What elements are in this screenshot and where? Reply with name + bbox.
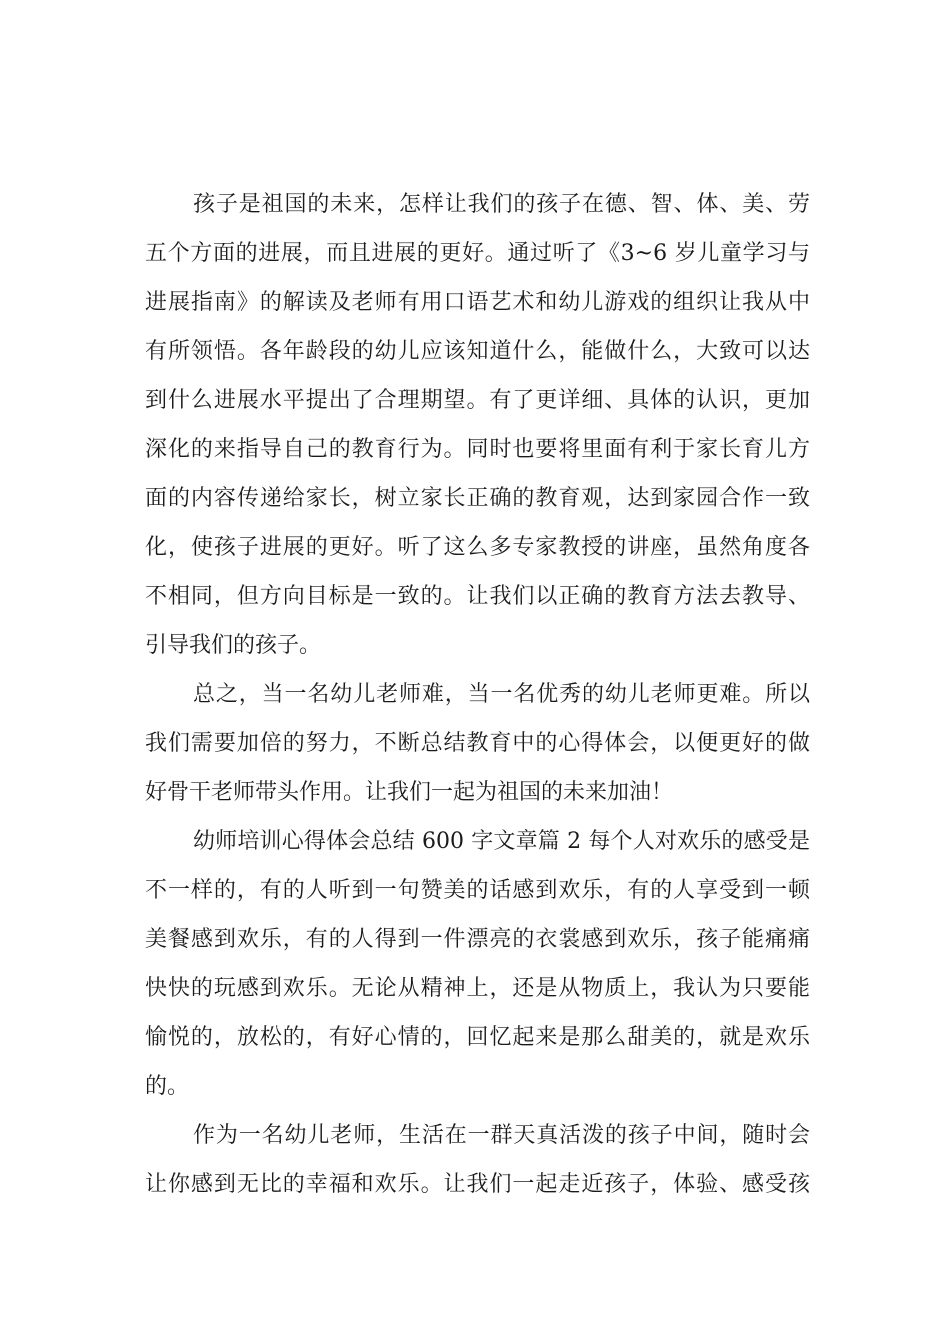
paragraph-line: 作为一名幼儿老师，生活在一群天真活泼的孩子中间，随时会 (193, 1123, 810, 1148)
paragraph-line: 幼师培训心得体会总结 600 字文章篇 2 每个人对欢乐的感受是 (193, 829, 810, 854)
paragraph-line: 有所领悟。各年龄段的幼儿应该知道什么，能做什么，大致可以达 (145, 339, 810, 364)
paragraph-line: 的。 (145, 1074, 190, 1099)
paragraph-line: 我们需要加倍的努力，不断总结教育中的心得体会，以便更好的做 (145, 731, 810, 756)
paragraph-line: 面的内容传递给家长，树立家长正确的教育观，达到家园合作一致 (145, 486, 810, 511)
paragraph-line: 引导我们的孩子。 (145, 633, 322, 658)
paragraph-line: 到什么进展水平提出了合理期望。有了更详细、具体的认识，更加 (145, 388, 810, 413)
paragraph-line: 不相同，但方向目标是一致的。让我们以正确的教育方法去教导、 (145, 584, 810, 609)
document-body (145, 180, 810, 1209)
paragraph-line: 总之，当一名幼儿老师难，当一名优秀的幼儿老师更难。所以 (193, 682, 810, 707)
paragraph (145, 817, 810, 1111)
paragraph-line: 进展指南》的解读及老师有用口语艺术和幼儿游戏的组织让我从中 (145, 290, 810, 315)
paragraph-line: 不一样的，有的人听到一句赞美的话感到欢乐，有的人享受到一顿 (145, 878, 810, 903)
paragraph (145, 180, 810, 670)
paragraph (145, 670, 810, 817)
paragraph (145, 1111, 810, 1209)
paragraph-line: 好骨干老师带头作用。让我们一起为祖国的未来加油！ (145, 780, 674, 805)
paragraph-line: 快快的玩感到欢乐。无论从精神上，还是从物质上，我认为只要能 (145, 976, 810, 1001)
paragraph-line: 愉悦的，放松的，有好心情的，回忆起来是那么甜美的，就是欢乐 (145, 1025, 810, 1050)
paragraph-line: 化，使孩子进展的更好。听了这么多专家教授的讲座，虽然角度各 (145, 535, 810, 560)
paragraph-line: 深化的来指导自己的教育行为。同时也要将里面有利于家长育儿方 (145, 437, 810, 462)
paragraph-line: 孩子是祖国的未来，怎样让我们的孩子在德、智、体、美、劳 (193, 192, 810, 217)
paragraph-line: 五个方面的进展，而且进展的更好。通过听了《3~6 岁儿童学习与 (145, 241, 810, 266)
paragraph-line: 让你感到无比的幸福和欢乐。让我们一起走近孩子，体验、感受孩 (145, 1172, 810, 1197)
paragraph-line: 美餐感到欢乐，有的人得到一件漂亮的衣裳感到欢乐，孩子能痛痛 (145, 927, 810, 952)
